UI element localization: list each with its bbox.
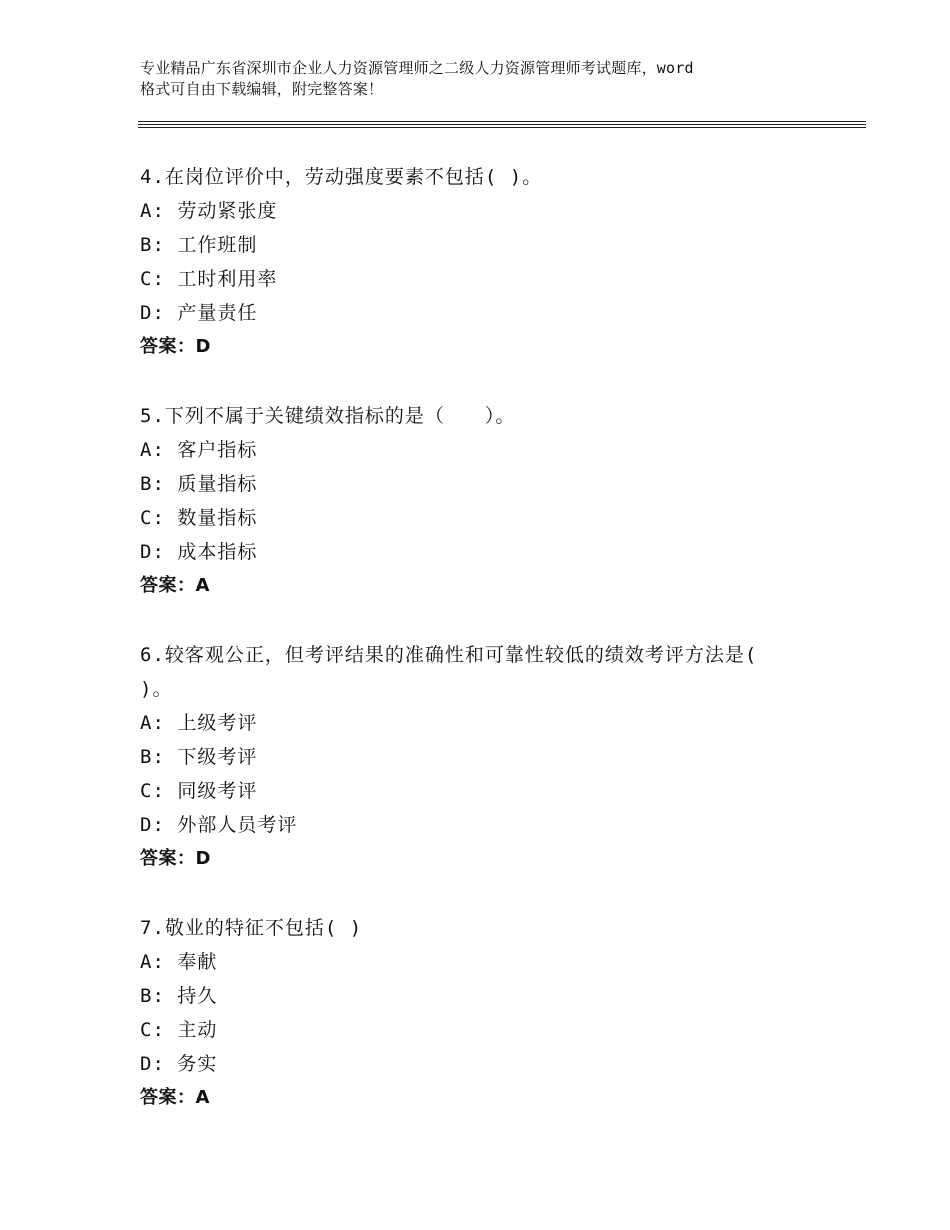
question-stem-line-2: )。 (140, 678, 173, 700)
answer: 答案：D (140, 336, 211, 357)
answer: 答案：A (140, 1087, 210, 1108)
header-line-2: 格式可自由下载编辑，附完整答案！ (140, 80, 384, 98)
option-b: B: 下级考评 (140, 746, 258, 768)
option-c: C: 数量指标 (140, 507, 258, 529)
header-divider (138, 121, 866, 122)
header-divider (138, 124, 866, 125)
question-stem-line-1: 6.较客观公正，但考评结果的准确性和可靠性较低的绩效考评方法是( (140, 644, 758, 666)
option-c: C: 主动 (140, 1019, 218, 1041)
question-block-5 (140, 399, 840, 603)
option-c: C: 同级考评 (140, 780, 258, 802)
option-a: A: 劳动紧张度 (140, 200, 278, 222)
option-d: D: 外部人员考评 (140, 814, 298, 836)
option-a: A: 客户指标 (140, 439, 258, 461)
option-d: D: 务实 (140, 1053, 218, 1075)
question-stem: 5.下列不属于关键绩效指标的是（ ）。 (140, 405, 516, 427)
option-a: A: 奉献 (140, 951, 218, 973)
option-b: B: 工作班制 (140, 234, 258, 256)
answer: 答案：A (140, 575, 210, 596)
document-header (140, 58, 830, 100)
option-d: D: 成本指标 (140, 541, 258, 563)
option-b: B: 持久 (140, 985, 218, 1007)
question-block-7 (140, 911, 840, 1115)
option-c: C: 工时利用率 (140, 268, 278, 290)
question-stem: 7.敬业的特征不包括( ) (140, 917, 363, 939)
header-line-1: 专业精品广东省深圳市企业人力资源管理师之二级人力资源管理师考试题库，word (140, 59, 694, 77)
answer: 答案：D (140, 848, 211, 869)
question-block-4 (140, 160, 840, 364)
option-b: B: 质量指标 (140, 473, 258, 495)
option-a: A: 上级考评 (140, 712, 258, 734)
header-divider (138, 127, 866, 128)
question-stem: 4.在岗位评价中，劳动强度要素不包括( )。 (140, 166, 543, 188)
question-block-6 (140, 638, 840, 876)
option-d: D: 产量责任 (140, 302, 258, 324)
